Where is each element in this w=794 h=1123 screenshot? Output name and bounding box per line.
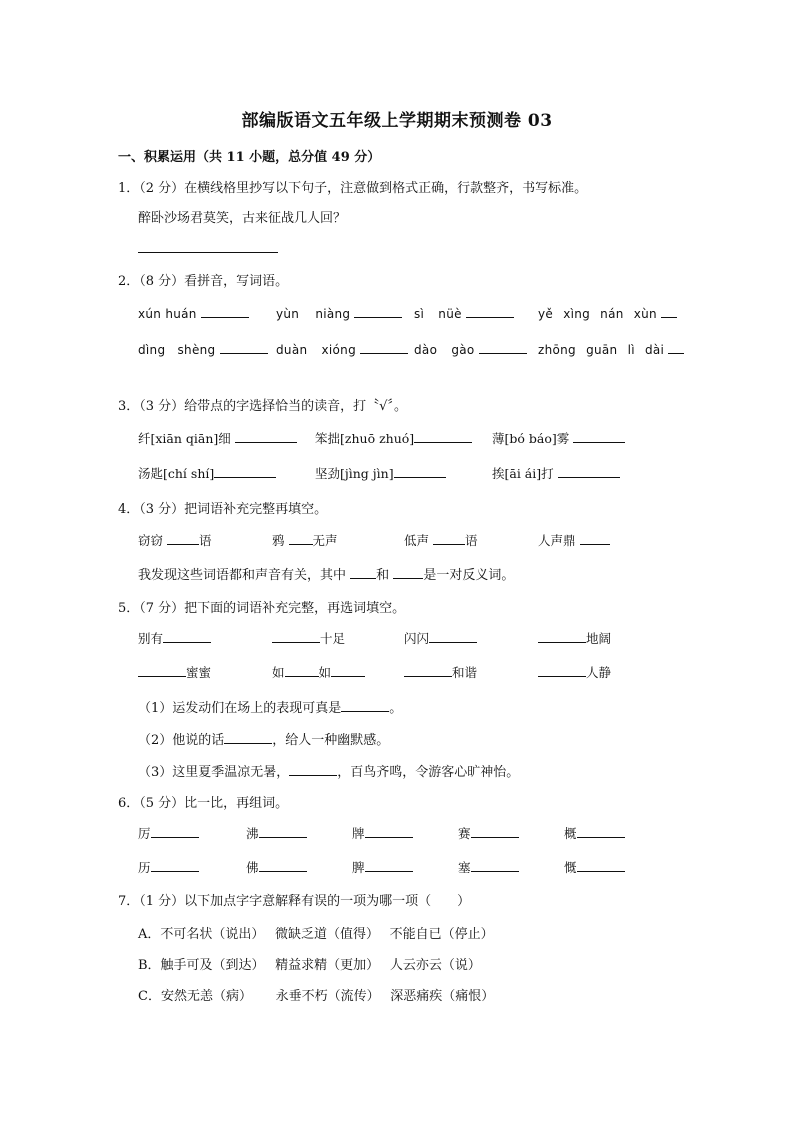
question-4-sentence: 我发现这些词语都和声音有关，其中 和 是一对反义词。 (138, 568, 515, 583)
answer-blank[interactable] (289, 763, 337, 776)
compare-char: 佛 (246, 858, 307, 876)
answer-blank[interactable] (151, 859, 199, 872)
question-5-sub-2: （2）他说的话 ，给人一种幽默感。 (138, 733, 390, 748)
answer-blank[interactable] (433, 532, 465, 545)
fill-word: 和谐 (404, 663, 477, 681)
question-2-stem: 2．（8 分）看拼音，写词语。 (118, 274, 289, 289)
pinyin-item: duàn xióng (276, 341, 408, 357)
answer-blank[interactable] (354, 305, 402, 318)
compare-char: 牌 (352, 824, 413, 842)
answer-blank[interactable] (151, 825, 199, 838)
pinyin-item: dìng shèng (138, 341, 268, 357)
question-1-stem: 1．（2 分）在横线格里抄写以下句子，注意做到格式正确，行款整齐，书写标准。 (118, 181, 588, 196)
answer-blank[interactable] (577, 859, 625, 872)
answer-blank[interactable] (668, 341, 684, 354)
question-5-sub-1: （1）运发动们在场上的表现可真是 。 (138, 701, 403, 716)
answer-blank[interactable] (289, 532, 313, 545)
fill-word: 十足 (272, 629, 345, 647)
answer-blank[interactable] (224, 731, 272, 744)
answer-blank[interactable] (580, 532, 610, 545)
compare-char: 塞 (458, 858, 519, 876)
fill-word: 窃窃 语 (138, 533, 212, 548)
answer-blank[interactable] (285, 664, 319, 677)
section-heading: 一、积累运用（共 11 小题，总分值 49 分） (118, 150, 381, 165)
pinyin-item: yùn niàng (276, 305, 402, 321)
fill-word: 低声 语 (404, 533, 478, 548)
compare-char: 赛 (458, 824, 519, 842)
answer-blank[interactable] (341, 699, 389, 712)
answer-blank[interactable] (466, 305, 514, 318)
compare-char: 概 (564, 824, 625, 842)
answer-blank[interactable] (479, 341, 527, 354)
answer-blank[interactable] (235, 430, 297, 443)
answer-blank[interactable] (201, 305, 249, 318)
pinyin-item: xún huán (138, 305, 249, 321)
compare-char: 历 (138, 858, 199, 876)
fill-word: 人声鼎 (538, 531, 610, 549)
compare-char: 厉 (138, 824, 199, 842)
reading-choice: 汤匙[chí shí] (138, 464, 276, 482)
answer-blank[interactable] (538, 630, 586, 643)
answer-blank[interactable] (471, 859, 519, 872)
pinyin-item: yě xìng nán xùn (538, 305, 677, 321)
reading-choice: 挨[āi ái]打 (492, 464, 620, 482)
answer-blank[interactable] (365, 859, 413, 872)
compare-char: 慨 (564, 858, 625, 876)
fill-word: 人静 (538, 663, 611, 681)
compare-char: 沸 (246, 824, 307, 842)
answer-blank[interactable] (350, 566, 376, 579)
fill-word: 蜜蜜 (138, 663, 211, 681)
option-b[interactable]: B．触手可及（到达） 精益求精（更加） 人云亦云（说） (138, 958, 481, 973)
answer-blank[interactable] (259, 859, 307, 872)
answer-blank[interactable] (331, 664, 365, 677)
question-5-stem: 5．（7 分）把下面的词语补充完整，再选词填空。 (118, 601, 406, 616)
answer-blank[interactable] (394, 465, 446, 478)
reading-choice: 坚劲[jìng jìn] (315, 464, 446, 482)
answer-blank[interactable] (365, 825, 413, 838)
answer-blank[interactable] (414, 430, 472, 443)
answer-blank[interactable] (661, 305, 677, 318)
option-c[interactable]: C．安然无恙（病） 永垂不朽（流传） 深恶痛疾（痛恨） (138, 989, 495, 1004)
answer-blank[interactable] (538, 664, 586, 677)
pinyin-item: zhōng guān lì dài (538, 341, 684, 357)
question-1-sentence: 醉卧沙场君莫笑，古来征战几人回？ (138, 211, 347, 226)
option-a[interactable]: A．不可名状（说出） 微缺乏道（值得） 不能自已（停止） (138, 927, 494, 942)
answer-blank[interactable] (577, 825, 625, 838)
fill-word: 地阔 (538, 629, 611, 647)
reading-choice: 纤[xiān qiān]细 (138, 429, 297, 447)
reading-choice: 笨拙[zhuō zhuó] (315, 429, 472, 447)
fill-word: 闪闪 (404, 629, 477, 647)
answer-blank[interactable] (220, 341, 268, 354)
answer-blank[interactable] (138, 664, 186, 677)
question-6-stem: 6．（5 分）比一比，再组词。 (118, 796, 289, 811)
fill-word: 别有 (138, 629, 211, 647)
answer-blank[interactable] (272, 630, 320, 643)
answer-blank[interactable] (214, 465, 276, 478)
pinyin-item: dào gào (414, 341, 527, 357)
answer-blank[interactable] (558, 465, 620, 478)
answer-blank[interactable] (573, 430, 625, 443)
answer-blank[interactable] (471, 825, 519, 838)
page-title: 部编版语文五年级上学期期末预测卷 03 (241, 111, 553, 131)
fill-word: 如 如 (272, 663, 365, 681)
reading-choice: 薄[bó báo]雾 (492, 429, 625, 447)
question-5-sub-3: （3）这里夏季温凉无暑， ，百鸟齐鸣，令游客心旷神怡。 (138, 765, 520, 780)
answer-blank[interactable] (259, 825, 307, 838)
question-7-stem: 7．（1 分）以下加点字字意解释有误的一项为哪一项（ ） (118, 894, 471, 909)
answer-blank[interactable] (360, 341, 408, 354)
fill-word: 鸦 无声 (272, 533, 338, 548)
question-1-answer-line[interactable] (138, 252, 278, 253)
answer-blank[interactable] (404, 664, 452, 677)
answer-blank[interactable] (429, 630, 477, 643)
compare-char: 脾 (352, 858, 413, 876)
answer-blank[interactable] (163, 630, 211, 643)
answer-blank[interactable] (167, 532, 199, 545)
question-3-stem: 3．（3 分）给带点的字选择恰当的读音，打〝√〞。 (118, 399, 407, 414)
answer-blank[interactable] (393, 566, 423, 579)
pinyin-item: sì nüè (414, 305, 514, 321)
question-4-stem: 4．（3 分）把词语补充完整再填空。 (118, 502, 328, 517)
